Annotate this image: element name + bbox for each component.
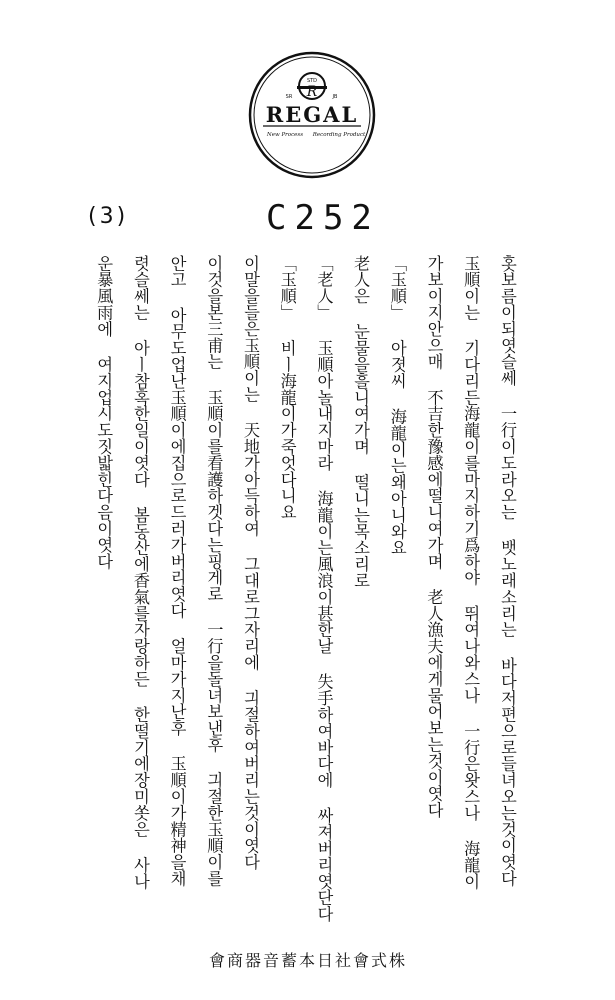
regal-logo bbox=[247, 50, 377, 180]
text-column-8: 이말을들은玉順이는 天地가아득하여 그대로그자리에 긔절하여버리는것이엿다 bbox=[241, 255, 261, 871]
logo-brand: REGAL bbox=[265, 102, 359, 127]
text-column-1: 홋보름이되엿슬쎄 一行이도라오는 뱃노래소리는 바다저편으로들녀오는것이엿다 bbox=[497, 255, 517, 887]
text-column-12: 운暴風雨에 여지업시도짓밟힌다음이엿다 bbox=[94, 255, 114, 570]
logo-monogram: R bbox=[306, 84, 318, 100]
text-column-3: 가보이지안으매 不吉한豫感에떨니여가며 老人漁夫에게물어보는것이엿다 bbox=[424, 255, 444, 819]
text-column-9: 이것을본三甫는 玉順이를看護하겟다는핑게로 一行을돌녀보낸후 긔절한玉順이를 bbox=[204, 255, 224, 887]
logo-seal-right: JB bbox=[332, 94, 338, 100]
logo-right-text: Recording Product bbox=[312, 132, 366, 138]
logo-left-text: New Process bbox=[266, 132, 304, 138]
record-number: C252 bbox=[266, 198, 380, 238]
lyric-body bbox=[94, 255, 517, 923]
page-number: (3) bbox=[88, 204, 129, 229]
text-column-4: 「玉順」 아졋씨 海龍이는왜아니와요 bbox=[387, 255, 407, 556]
text-column-7: 「玉順」 비ㅣ海龍이가죽엇다니요 bbox=[277, 255, 297, 521]
text-column-11: 렷슬쎄는 아ㅣ참혹한일이엿다 봄동산에香氣를자랑하든 한떨기에장미쏫은 사나 bbox=[130, 255, 150, 890]
text-column-2: 玉順이는 기다리든海龍이를마지하기爲하야 뛰여나와스나 一行은왓스나 海龍이 bbox=[461, 255, 481, 890]
regal-logo-graphic bbox=[247, 50, 377, 180]
text-column-5: 老人은 눈물을흘니여가며 떨니는목소리로 bbox=[351, 255, 371, 589]
logo-seal-top: STD bbox=[306, 78, 318, 84]
publisher-footer: 株式會社日本蓄音器商會 bbox=[208, 951, 407, 970]
text-column-6: 「老人」 玉順아놀내지마라 海龍이는風浪이甚한날 失手하여바다에 싸져버리엿단다 bbox=[314, 255, 334, 923]
text-column-10: 안고 아무도업난玉順이에집으로드러가버리엿다 얼마가지난후 玉順이가精神을채 bbox=[167, 255, 187, 887]
logo-seal-left: SR bbox=[285, 94, 293, 100]
